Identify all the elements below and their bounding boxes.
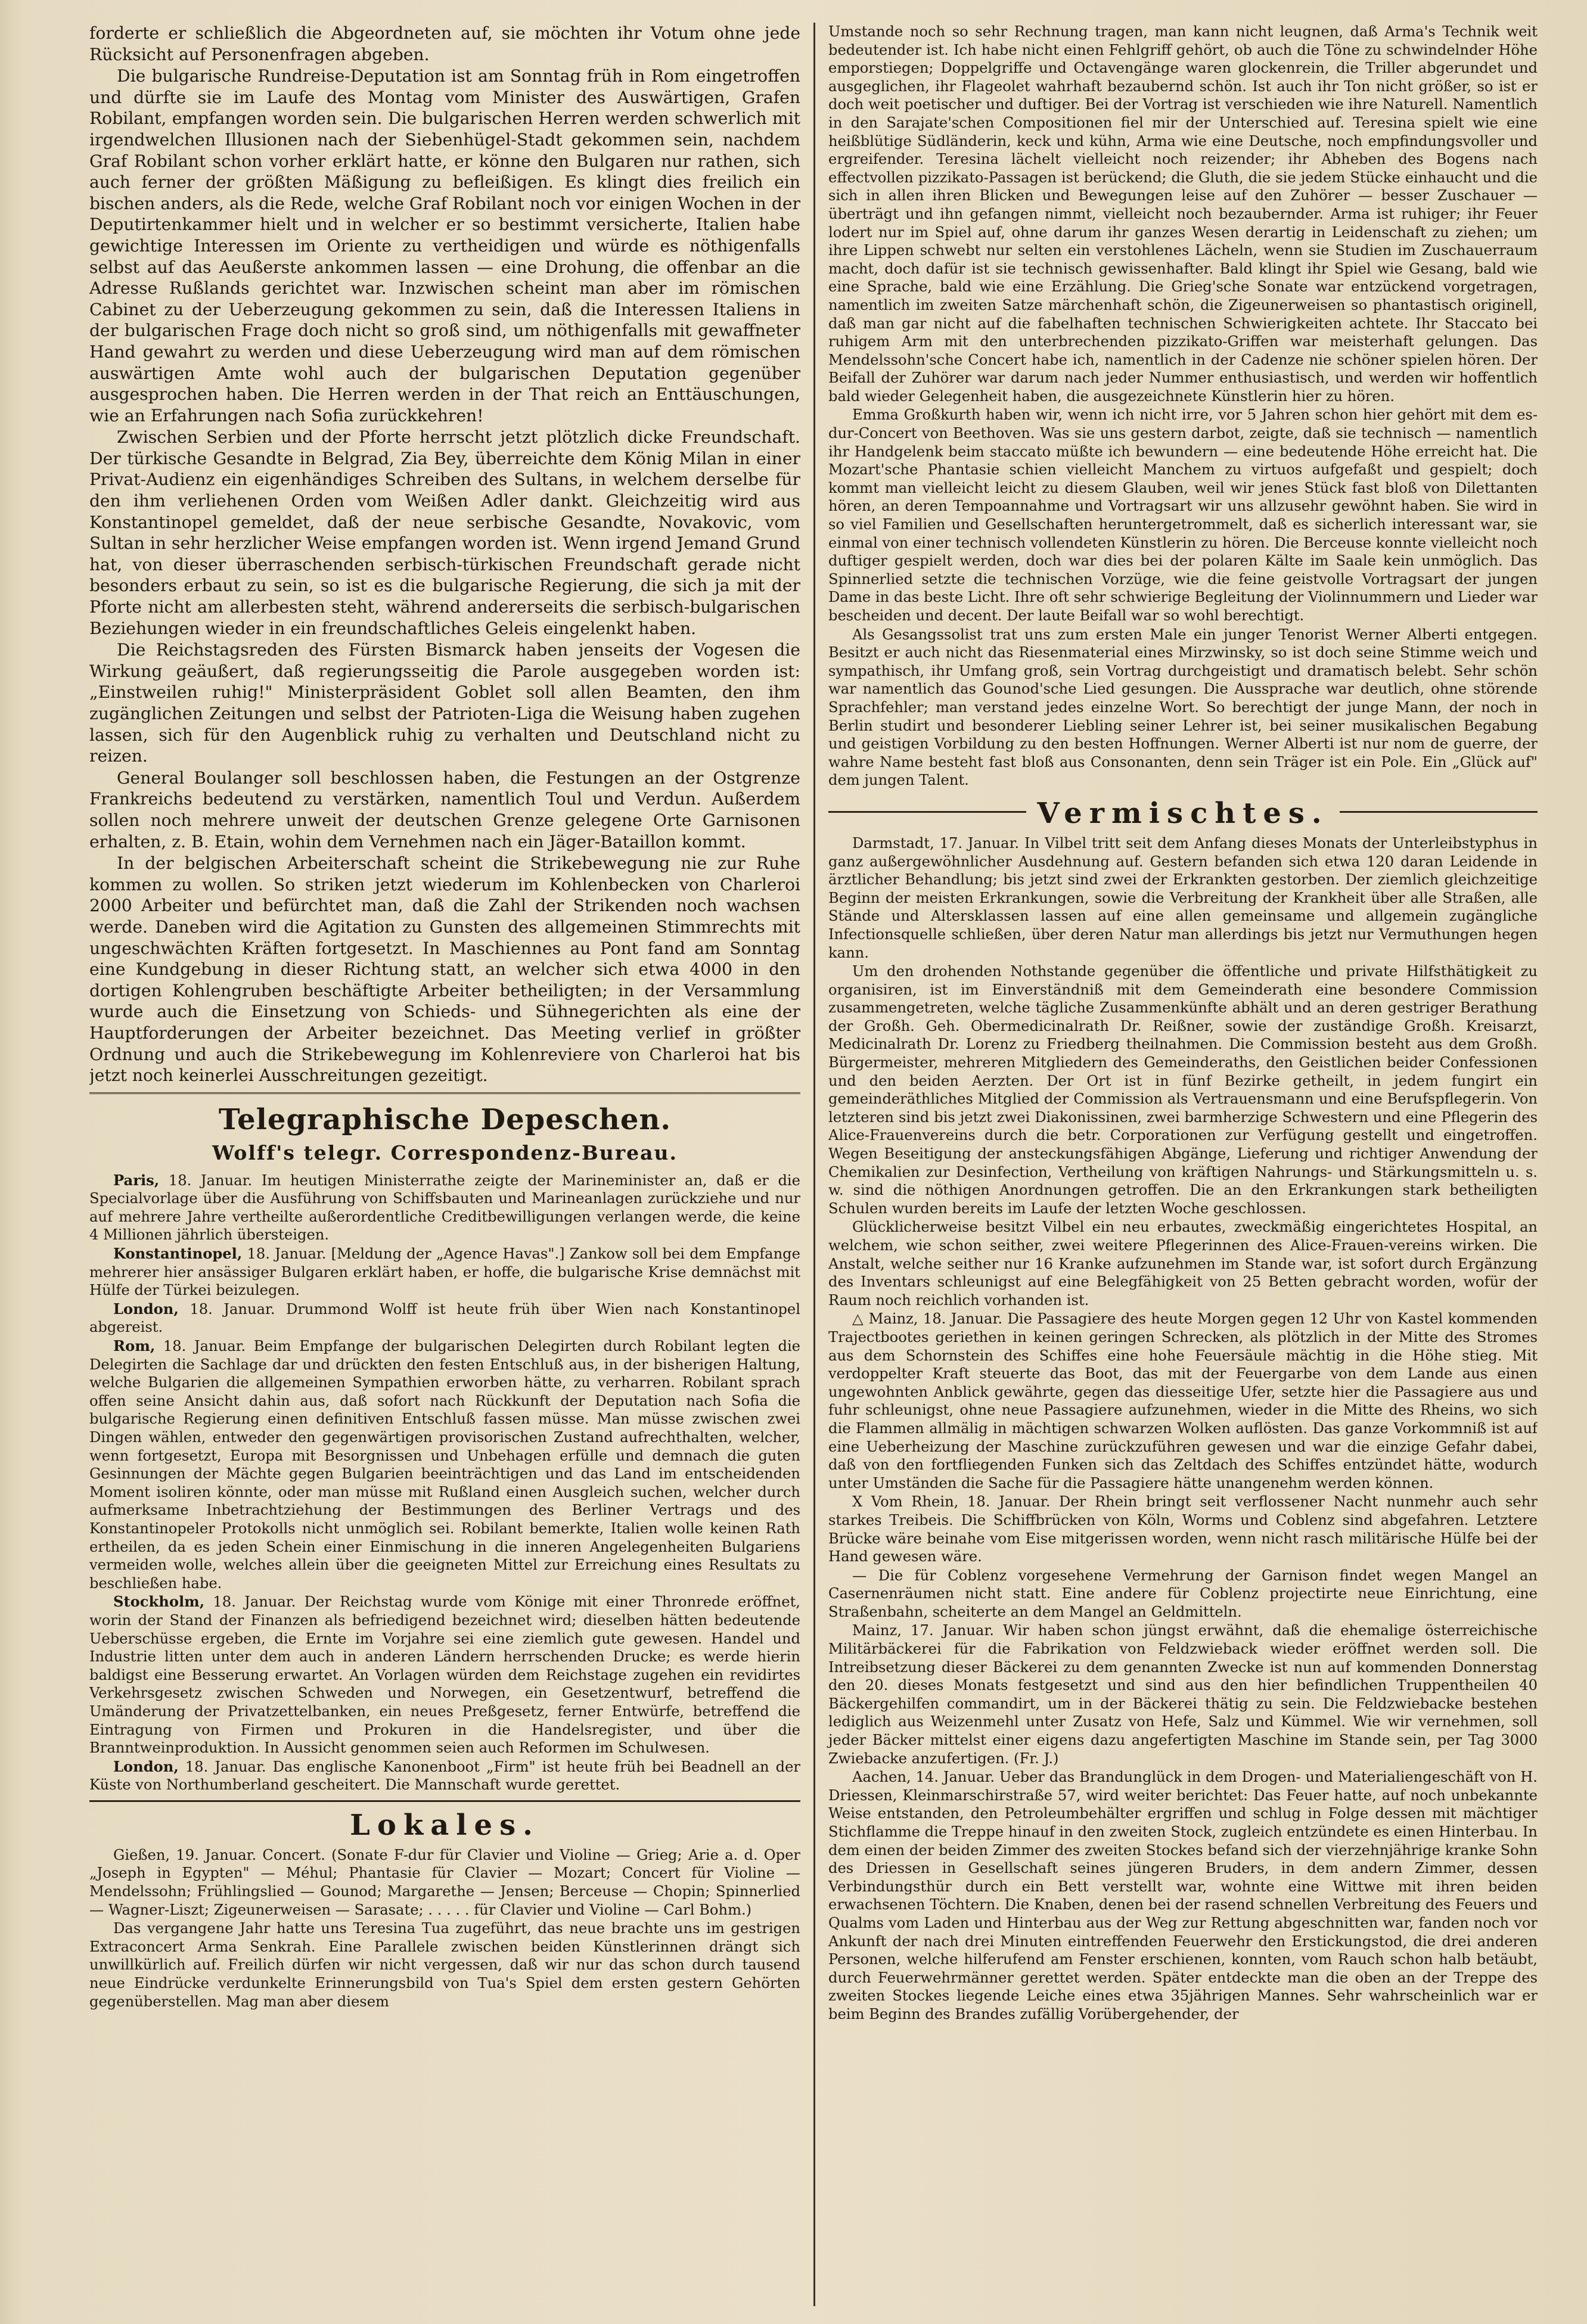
paragraph: Aachen, 14. Januar. Ueber das Brandunglück in dem Drogen- und Materialiengeschäft von H. Driessen, Kleinmarschirstraße 57, wird weiter berichtet: Das Feuer hatte, auf noch unbekannte Weise entstanden, den Petroleumbehälter ergriffen und schlug in Folge dessen mit mächtiger Stichflamme die Treppe hinauf in den zweiten Stock, zugleich entzündete es einen Hinterbau. In dem einen der beiden Zimmer des zweiten Stockes befand sich der vierzehnjährige kranke Sohn des Driessen in Gesellschaft seines jüngeren Bruders, in dem andern Zimmer, dessen Verbindungsthür durch ein Bett verstellt war, wohnte eine Wittwe mit ihren beiden erwachsenen Töchtern. Die Knaben, denen bei der rasend schnellen Verbreitung des Feuers und Qualms vom Laden und Hinterbau aus der Weg zur Rettung abgeschnitten war, fanden noch vor Ankunft der nach drei Minuten eintreffenden Feuerwehr den Erstickungstod, die drei anderen Personen, welche hilferufend am Fenster erschienen, konnten, vom Rauch schon halb betäubt, durch Feuerwehrmänner gerettet werden. Später entdeckte man die oben an der Treppe des zweiten Stockes liegende Leiche eines etwa 35jährigen Mannes. Sehr wahrscheinlich war er beim Beginn des Brandes zufällig Vorübergehender, der: [828, 1769, 1538, 2022]
telegram-text: 18. Januar. Im heutigen Ministerrathe zeigte der Marineminister an, daß er die Specialvorlage über die Ausführung von Schiffsbauten und Marineanlagen zurückziehe und nur auf mehrere Jahre vertheilte außerordentliche Creditbewilligungen verlangen werde, die keine 4 Millionen jährlich übersteigen.: [89, 1172, 800, 1244]
telegram-place: Konstantinopel,: [113, 1245, 243, 1263]
paragraph: Die bulgarische Rundreise-Deputation ist am Sonntag früh in Rom eingetroffen und dürfte sie im Laufe des Montag vom Minister des Auswärtigen, Grafen Robilant, empfangen worden sein. Die bulgarischen Herren werden schwerlich mit irgendwelchen Illusionen nach der Siebenhügel-Stadt gekommen sein, nachdem Graf Robilant schon vorher erklärt hatte, er könne den Bulgaren nur rathen, sich auch ferner der größten Mäßigung zu befleißigen. Es klingt dies freilich ein bischen anders, als die Rede, welche Graf Robilant noch vor einigen Wochen in der Deputirtenkammer hielt und in welcher er so bestimmt versicherte, Italien habe gewichtige Interessen im Oriente zu vertheidigen und würde es nöthigenfalls selbst auf das Aeußerste ankommen lassen — eine Drohung, die offenbar an die Adresse Rußlands gerichtet war. Inzwischen scheint man aber im römischen Cabinet zu der Ueberzeugung gekommen zu sein, daß die Interessen Italiens in der bulgarischen Frage doch nicht so groß sind, um nöthigenfalls mit gewaffneter Hand gewahrt zu werden und diese Ueberzeugung wird man auf dem römischen auswärtigen Amte wohl auch der bulgarischen Deputation gegenüber ausgesprochen haben. Die Herren werden in der That reich an Enttäuschungen, wie an Erfahrungen nach Sofia zurückkehren!: [89, 66, 800, 425]
paragraph: X Vom Rhein, 18. Januar. Der Rhein bringt seit verflossener Nacht nunmehr auch sehr starkes Treibeis. Die Schiffbrücken von Köln, Worms und Coblenz sind abgefahren. Letztere Brücke wäre beinahe vom Eise mitgerissen worden, wenn nicht rasch militärische Hülfe bei der Hand gewesen wäre.: [828, 1493, 1538, 1565]
paragraph: Um den drohenden Nothstande gegenüber die öffentliche und private Hilfsthätigkeit zu organisiren, ist im Einverständniß mit dem Gemeinderath eine besondere Commission zusammengetreten, welche tägliche Zusammenkünfte abhält und an deren gestriger Berathung der Großh. Geh. Obermedicinalrath Dr. Reißner, sowie der zuständige Großh. Kreisarzt, Medicinalrath Dr. Lorenz zu Friedberg theilnahmen. Die Commission besteht aus dem Großh. Bürgermeister, mehreren Mitgliedern des Gemeinderaths, den Geistlichen beider Confessionen und den beiden Aerzten. Der Ort ist in fünf Bezirke getheilt, in jedem fungirt ein gemeinderäthliches Mitglied der Commission als Vertrauensmann und eine Berufspflegerin. Von letzteren sind bis jetzt zwei Diakonissinen, zwei barmherzige Schwestern und eine Pflegerin des Alice-Frauenvereins durch die betr. Corporationen zur Verfügung gestellt und eingetroffen. Wegen Beseitigung der ansteckungsfähigen Abgänge, Lieferung und richtiger Anwendung der Chemikalien zur Desinfection, Vertheilung von kräftigen Nahrungs- und Stärkungsmitteln u. s. w. sind die nöthigen Anordnungen getroffen. Die an den Erkrankungen stark betheiligten Schulen wurden bereits im Laufe der letzten Woche geschlossen.: [828, 963, 1538, 1217]
paragraph: General Boulanger soll beschlossen haben, die Festungen an der Ostgrenze Frankreichs bedeutend zu verstärken, namentlich Toul und Verdun. Außerdem sollen noch mehrere unweit der deutschen Grenze gelegene Orte Garnisonen erhalten, z. B. Etain, wohin dem Vernehmen nach ein Jäger-Bataillon kommt.: [89, 768, 800, 852]
paragraph: Glücklicherweise besitzt Vilbel ein neu erbautes, zweckmäßig eingerichtetes Hospital, an welchem, wie schon seither, zwei weitere Pflegerinnen des Alice-Frauen-vereins wirken. Die Anstalt, welche seither nur 16 Kranke aufzunehmen im Stande war, ist sofort durch Ergänzung des Inventars schleunigst auf eine Belegfähigkeit von 25 Betten gebracht worden, wofür der Raum noch reichlich vorhanden ist.: [828, 1219, 1538, 1309]
telegram: [89, 1337, 800, 1592]
telegram: [89, 1758, 800, 1794]
telegram-text: 18. Januar. [Meldung der „Agence Havas".] Zankow soll bei dem Empfange mehrerer hier ansässiger Bulgaren erklärt haben, er hoffe, die bulgarische Krise demnächst mit Hülfe der Türkei beizulegen.: [89, 1245, 800, 1299]
telegram-place: London,: [113, 1300, 179, 1318]
telegraph-subheading: Wolff's telegr. Correspondenz-Bureau.: [212, 1141, 678, 1164]
heading-rule: [828, 811, 1026, 813]
paragraph: Emma Großkurth haben wir, wenn ich nicht irre, vor 5 Jahren schon hier gehört mit dem es-dur-Concert von Beethoven. Was sie uns gestern darbot, zeigte, daß sie technisch — namentlich ihr Handgelenk beim staccato müßte ich bewundern — eine bedeutende Höhe erreicht hat. Die Mozart'sche Phantasie schien vielleicht Manchem zu virtuos aufgefaßt und gespielt; doch kommt man vielleicht leicht zu diesem Glauben, weil wir jenes Stück fast bloß von Dilettanten hören, an deren Tempoannahme und Vortragsart wir uns allzusehr gewöhnt haben. Sie wird in so viel Familien und Gesellschaften heruntergetrommelt, daß es sicherlich interessant war, sie einmal von einer technisch vollendeten Künstlerin zu hören. Die Berceuse konnte vielleicht noch duftiger gespielt werden, doch war dies bei der polaren Kälte im Saale kein unmöglich. Das Spinnerlied setzte die technischen Vorzüge, wie die feine geistvolle Vortragsart der jungen Dame in das beste Licht. Ihre oft sehr schwierige Begleitung der Violinnummern und Lieder war bescheiden und decent. Der laute Beifall war so wohl berechtigt.: [828, 406, 1538, 624]
heading-rule: [1340, 811, 1538, 813]
telegram-text: 18. Januar. Das englische Kanonenboot „Firm" ist heute früh bei Beadnell an der Küste von Northumberland gescheitert. Die Mannschaft wurde gerettet.: [89, 1758, 800, 1794]
paragraph: — Die für Coblenz vorgesehene Vermehrung der Garnison findet wegen Mangel an Casernenräumen nicht statt. Eine andere für Coblenz projectirte neue Einrichtung, eine Straßenbahn, scheiterte an dem Mangel an Geldmitteln.: [828, 1567, 1538, 1620]
telegram-place: Stockholm,: [113, 1593, 205, 1611]
telegram: [89, 1245, 800, 1300]
paragraph: Darmstadt, 17. Januar. In Vilbel tritt seit dem Anfang dieses Monats der Unterleibstyphus in ganz außergewöhnlicher Ausdehnung auf. Gestern befanden sich etwa 120 daran Leidende in ärztlicher Behandlung; bis jetzt sind zwei der Erkrankten gestorben. Der ziemlich gleichzeitige Beginn der meisten Erkrankungen, sowie die Verbreitung der Krankheit über alle Straßen, alle Stände und Altersklassen lassen auf eine allen gemeinsame und allgemein zugängliche Infectionsquelle schließen, über deren Natur man allerdings bis jetzt nur Vermuthungen hegen kann.: [828, 834, 1538, 961]
lokales-heading: Lokales.: [350, 1808, 540, 1842]
telegram-text: 18. Januar. Der Reichstag wurde vom Könige mit einer Thronrede eröffnet, worin der Stand der Finanzen als befriedigend bezeichnet wird; dieselben hätten bedeutende Ueberschüsse ergeben, die Ernte im Vorjahre sei eine ziemlich gute gewesen. Handel und Industrie litten unter dem auch in anderen Ländern herrschenden Drucke; es werde hierin baldigst eine Besserung erwartet. An Vorlagen würden dem Reichstage zugehen ein revidirtes Verkehrsgesetz zwischen Schweden und Norwegen, ein Gesetzentwurf, betreffend die Umänderung der Privatzettelbanken, ein neues Preßgesetz, ferner Entwürfe, betreffend die Eintragung von Firmen und Prokuren in die Handelsregister, und über die Branntweinproduktion. In Aussicht genommen seien auch Reformen im Schulwesen.: [89, 1593, 800, 1757]
paragraph: Zwischen Serbien und der Pforte herrscht jetzt plötzlich dicke Freundschaft. Der türkische Gesandte in Belgrad, Zia Bey, überreichte dem König Milan in einer Privat-Audienz ein eigenhändiges Schreiben des Sultans, in welchem derselbe für den ihm verliehenen Orden vom Weißen Adler dankt. Gleichzeitig wird aus Konstantinopel gemeldet, daß der neue serbische Gesandte, Novakovic, vom Sultan in sehr herzlicher Weise empfangen worden ist. Wenn irgend Jemand Grund hat, von dieser überraschenden serbisch-türkischen Freundschaft gerade nicht besonders erbaut zu sein, so ist es die bulgarische Regierung, die sich ja mit der Pforte nicht am allerbesten steht, während andererseits die serbisch-bulgarischen Beziehungen wieder in ein freundschaftliches Geleis eingelenkt haben.: [89, 427, 800, 638]
vermischtes-heading: Vermischtes.: [1037, 796, 1329, 830]
telegram-list: [89, 1172, 800, 1794]
telegram-place: Rom,: [113, 1337, 156, 1355]
paragraph: In der belgischen Arbeiterschaft scheint die Strikebewegung nie zur Ruhe kommen zu wollen. So striken jetzt wiederum im Kohlenbecken von Charleroi 2000 Arbeiter und befürchtet man, daß die Zahl der Strikenden noch wachsen werde. Daneben wird die Agitation zu Gunsten des allgemeinen Stimmrechts mit ungeschwächten Kräften fortgesetzt. In Maschiennes au Pont fand am Sonntag eine Kundgebung in dieser Richtung statt, an welcher sich etwa 4000 in den dortigen Kohlengruben beschäftigte Arbeiter betheiligten; in der Versammlung wurde auch die Einsetzung von Schieds- und Sühnegerichten als eine der Hauptforderungen der Arbeiter bezeichnet. Das Meeting verlief in größter Ordnung und auch die Strikebewegung im Kohlenreviere von Charleroi hat bis jetzt noch keinerlei Ausschreitungen gezeitigt.: [89, 853, 800, 1086]
telegraph-heading: Telegraphische Depeschen.: [218, 1102, 672, 1136]
telegram: [89, 1593, 800, 1757]
telegram-text: 18. Januar. Drummond Wolff ist heute früh über Wien nach Konstantinopel abgereist.: [89, 1300, 800, 1336]
telegram-place: Paris,: [113, 1171, 160, 1189]
vermischtes-heading-row: [828, 790, 1538, 834]
paragraph: forderte er schließlich die Abgeordneten auf, sie möchten ihr Votum ohne jede Rücksicht auf Personenfragen abgeben.: [89, 23, 800, 64]
paragraph: Gießen, 19. Januar. Concert. (Sonate F-dur für Clavier und Violine — Grieg; Arie a. d. Oper „Joseph in Egypten" — Méhul; Phantasie für Clavier — Mozart; Concert für Violine — Mendelssohn; Frühlingslied — Gounod; Margarethe — Jensen; Berceuse — Chopin; Spinnerlied — Wagner-Liszt; Zigeunerweisen — Sarasate; . . . . . für Clavier und Violine — Carl Bohm.): [89, 1846, 800, 1918]
telegram: [89, 1300, 800, 1337]
concert-review: [828, 23, 1538, 790]
left-column: [89, 23, 813, 2306]
section-divider: [89, 1092, 800, 1096]
telegram-text: 18. Januar. Beim Empfange der bulgarischen Delegirten durch Robilant legten die Delegirten die Sachlage dar und drückten den festen Entschluß aus, in der bisherigen Haltung, welche Bulgarien die allgemeinen Sympathien erworben hätte, zu verharren. Robilant sprach offen seine Ansicht dahin aus, daß sofort nach Rückkunft der Deputation nach Sofia die bulgarische Regierung einen definitiven Entschluß fassen müsse. Man müsse zwischen zwei Dingen wählen, entweder den gegenwärtigen provisorischen Zustand aufrechthalten, welcher, wenn fortgesetzt, Europa mit Besorgnissen und Unbehagen erfülle und demnach die guten Gesinnungen der Mächte gegen Bulgarien beeinträchtigen und das Land im entscheidenden Moment isoliren könnte, oder man müsse mit Rußland einen Ausgleich suchen, welcher durch aufmerksame Inbetrachtziehung der Bestimmungen des Berliner Vertrags und des Konstantinopeler Protokolls nicht unmöglich sei. Robilant bemerkte, Italien wolle keinen Rath ertheilen, da es jeden Schein einer Einmischung in die inneren Angelegenheiten Bulgariens vermeiden wolle, welches allein über die geeigneten Mittel zur Erreichung eines Resultats zu beschließen habe.: [89, 1338, 800, 1592]
paragraph: Umstande noch so sehr Rechnung tragen, man kann nicht leugnen, daß Arma's Technik weit bedeutender ist. Ich habe nicht einen Fehlgriff gehört, ob auch die Töne zu schwindelnder Höhe emporstiegen; Doppelgriffe und Octavengänge waren glockenrein, die Triller abgerundet und ausgeglichen, ihr Flageolet wahrhaft bezaubernd schön. Ist auch ihr Ton nicht größer, so ist er doch weit poetischer und duftiger. Bei der Vortrag ist verschieden wie ihre Naturell. Namentlich in den Sarajate'schen Compositionen fiel mir der Unterschied auf. Teresina spielt wie eine heißblütige Südländerin, keck und kühn, Arma wie eine Deutsche, noch empfindungsvoller und ergreifender. Teresina lächelt vielleicht noch reizender; ihr Abheben des Bogens nach effectvollen pizzikato-Passagen ist berückend; die Gluth, die sie jedem Stücke einhaucht und die sich in allen ihren Blicken und Bewegungen leise auf den Zuhörer — besser Zuschauer — überträgt und ihn gefangen nimmt, vielleicht noch bezaubernder. Arma ist ruhiger; ihr Feuer lodert nur im Spiel auf, ohne darum ihr ganzes Wesen derartig in Leidenschaft zu ziehen; um ihre Lippen schwebt nur selten ein verstohlenes Lächeln, wenn sie Studien im Zuschauerraum macht, doch dafür ist sie technisch gewissenhafter. Bald klingt ihr Spiel wie Gesang, bald wie eine Sprache, bald wie eine Erzählung. Die Grieg'sche Sonate war entzückend vorgetragen, namentlich im zweiten Satze märchenhaft schön, die Zigeunerweisen so phantastisch originell, daß man gar nicht auf die fabelhaften technischen Schwierigkeiten achtete. Ihr Staccato bei ruhigem Arm mit den unterbrechenden pizzikato-Griffen war meisterhaft gelungen. Das Mendelssohn'sche Concert habe ich, namentlich in der Cadenze nie schöner spielen hören. Der Beifall der Zuhörer war darum nach jeder Nummer enthusiastisch, und werden wir hoffentlich bald wieder Gelegenheit haben, die ausgezeichnete Künstlerin hier zu hören.: [828, 23, 1538, 405]
lokales-section: [89, 1846, 800, 2011]
paragraph: Mainz, 17. Januar. Wir haben schon jüngst erwähnt, daß die ehemalige österreichische Militärbäckerei für die Fabrikation von Feldzwieback wieder eröffnet werden soll. Die Intreibsetzung dieser Bäckerei zu dem genannten Zwecke ist nun auf kommenden Donnerstag den 20. dieses Monats festgesetzt und sind aus den hier befindlichen Truppentheilen 40 Bäckergehilfen commandirt, um in der Bäckerei thätig zu sein. Die Feldzwiebacke bestehen lediglich aus Weizenmehl unter Zusatz von Hefe, Salz und Kümmel. Wie wir vernehmen, soll jeder Bäcker mittelst einer eigens dazu angefertigten Maschine im Stande sein, per Tag 3000 Zwiebacke anzufertigen. (Fr. J.): [828, 1622, 1538, 1767]
telegram-place: London,: [113, 1757, 179, 1775]
right-column: [813, 23, 1538, 2306]
columns: [89, 23, 1563, 2306]
telegram: [89, 1172, 800, 1244]
paragraph: △ Mainz, 18. Januar. Die Passagiere des heute Morgen gegen 12 Uhr von Kastel kommenden Trajectbootes geriethen in keinen geringen Schrecken, als plötzlich in der Mitte des Stromes aus dem Schornstein des Schiffes eine hohe Feuersäule mächtig in die Höhe stieg. Mit verdoppelter Kraft steuerte das Boot, das mit der Feuergarbe von dem Lande aus einen ungewohnten Anblick gewährte, gegen das diesseitige Ufer, setzte hier die Passagiere aus und fuhr schleunigst, ohne neue Passagiere aufzunehmen, wieder in die Mitte des Rheins, wo sich die Flammen allmälig in mächtigen schwarzen Wolken auflösten. Das ganze Vorkommniß ist auf eine Ueberheizung der Maschine zurückzuführen gewesen und war die einzige Gefahr dabei, daß von den fortfliegenden Funken sich das Zeltdach des Schiffes entzündet hätte, wodurch unter Umständen die Sache für die Passagiere hätte unangenehm werden können.: [828, 1310, 1538, 1492]
paragraph: Das vergangene Jahr hatte uns Teresina Tua zugeführt, das neue brachte uns im gestrigen Extraconcert Arma Senkrah. Eine Parallele zwischen beiden Künstlerinnen drängt sich unwillkürlich auf. Freilich dürfen wir nicht vergessen, daß wir nur das schon durch tausend neue Eindrücke verdunkelte Erinnerungsbild von Tua's Spiel dem ersten gestern Gehörten gegenüberstellen. Mag man aber diesem: [89, 1920, 800, 2010]
section-divider: [89, 1800, 800, 1802]
paragraph: Die Reichstagsreden des Fürsten Bismarck haben jenseits der Vogesen die Wirkung geäußert, daß regierungsseitig die Parole ausgegeben worden ist: „Einstweilen ruhig!" Ministerpräsident Goblet soll allen Beamten, den ihm zugänglichen Zeitungen und selbst der Patrioten-Liga die Weisung haben zugehen lassen, sich für den Augenblick ruhig zu verhalten und Deutschland nicht zu reizen.: [89, 640, 800, 766]
vermischtes-section: [828, 834, 1538, 2024]
paragraph: Als Gesangssolist trat uns zum ersten Male ein junger Tenorist Werner Alberti entgegen. Besitzt er auch nicht das Riesenmaterial eines Mirzwinsky, so ist doch seine Stimme weich und sympathisch, ihr Umfang groß, sein Vortrag durchgeistigt und dramatisch belebt. Sehr schön war namentlich das Gounod'sche Lied gesungen. Die Aussprache war deutlich, ohne störende Sprachfehler; man verstand jedes einzelne Wort. So berechtigt der junge Mann, der noch in Berlin studirt und besonderer Liebling seiner Lehrer ist, bei seiner musikalischen Begabung und geistigen Vorbildung zu den besten Hoffnungen. Werner Alberti ist nur nom de guerre, der wahre Name besteht fast bloß aus Consonanten, denn sein Träger ist ein Pole. Ein „Glück auf" dem jungen Talent.: [828, 626, 1538, 789]
